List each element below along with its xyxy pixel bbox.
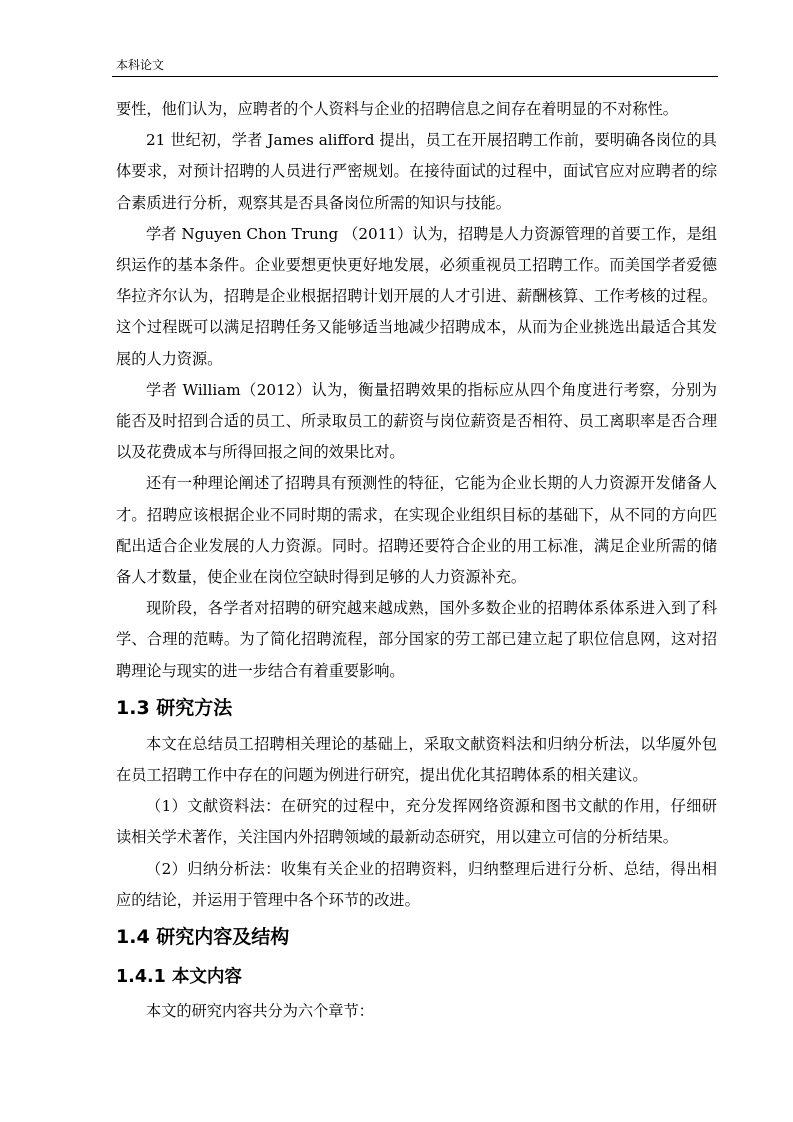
paragraph: 还有一种理论阐述了招聘具有预测性的特征，它能为企业长期的人力资源开发储备人才。招聘应该根据企业不同时期的需求，在实现企业组织目标的基础下，从不同的方向匹配出适合企业发展的人力资源。同时。招聘还要符合企业的用工标准，满足企业所需的储备人才数量，使企业在岗位空缺时得到足够的人力资源补充。	[116, 474, 717, 587]
paragraph: （2）归纳分析法：收集有关企业的招聘资料，归纳整理后进行分析、总结，得出相应的结论，并运用于管理中各个环节的改进。	[116, 859, 717, 909]
running-header: 本科论文	[116, 58, 165, 72]
subsection-heading-1-4-1: 1.4.1 本文内容	[116, 967, 242, 988]
header-rule	[112, 76, 718, 77]
paragraph: 现阶段，各学者对招聘的研究越来越成熟，国外多数企业的招聘体系体系进入到了科学、合理的范畴。为了简化招聘流程，部分国家的劳工部已建立起了职位信息网，这对招聘理论与现实的进一步结合有着重要影响。	[116, 599, 717, 680]
section-heading-1-4: 1.4 研究内容及结构	[116, 926, 290, 949]
paragraph: （1）文献资料法：在研究的过程中，充分发挥网络资源和图书文献的作用，仔细研读相关学术著作，关注国内外招聘领域的最新动态研究，用以建立可信的分析结果。	[116, 797, 717, 847]
paragraph: 本文的研究内容共分为六个章节：	[146, 1002, 374, 1021]
paragraph: 要性，他们认为，应聘者的个人资料与企业的招聘信息之间存在着明显的不对称性。	[116, 100, 678, 118]
page-body	[116, 94, 717, 1027]
paragraph: 本文在总结员工招聘相关理论的基础上，采取文献资料法和归纳分析法，以华厦外包在员工招聘工作中存在的问题为例进行研究，提出优化其招聘体系的相关建议。	[116, 734, 717, 785]
paragraph: 21 世纪初，学者 James alifford 提出，员工在开展招聘工作前，要明确各岗位的具体要求，对预计招聘的人员进行严密规划。在接待面试的过程中，面试官应对应聘者的综合素质进行分析，观察其是否具备岗位所需的知识与技能。	[116, 131, 717, 212]
paragraph: 学者 Nguyen Chon Trung （2011）认为，招聘是人力资源管理的首要工作，是组织运作的基本条件。企业要想更快更好地发展，必须重视员工招聘工作。而美国学者爱德华拉齐尔认为，招聘是企业根据招聘计划开展的人才引进、薪酬核算、工作考核的过程。这个过程既可以满足招聘任务又能够适当地减少招聘成本，从而为企业挑选出最适合其发展的人力资源。	[116, 224, 717, 368]
paragraph: 学者 William（2012）认为，衡量招聘效果的指标应从四个角度进行考察，分别为能否及时招到合适的员工、所录取员工的薪资与岗位薪资是否相符、员工离职率是否合理以及花费成本与所得回报之间的效果比对。	[116, 380, 717, 462]
section-heading-1-3: 1.3 研究方法	[116, 696, 233, 719]
